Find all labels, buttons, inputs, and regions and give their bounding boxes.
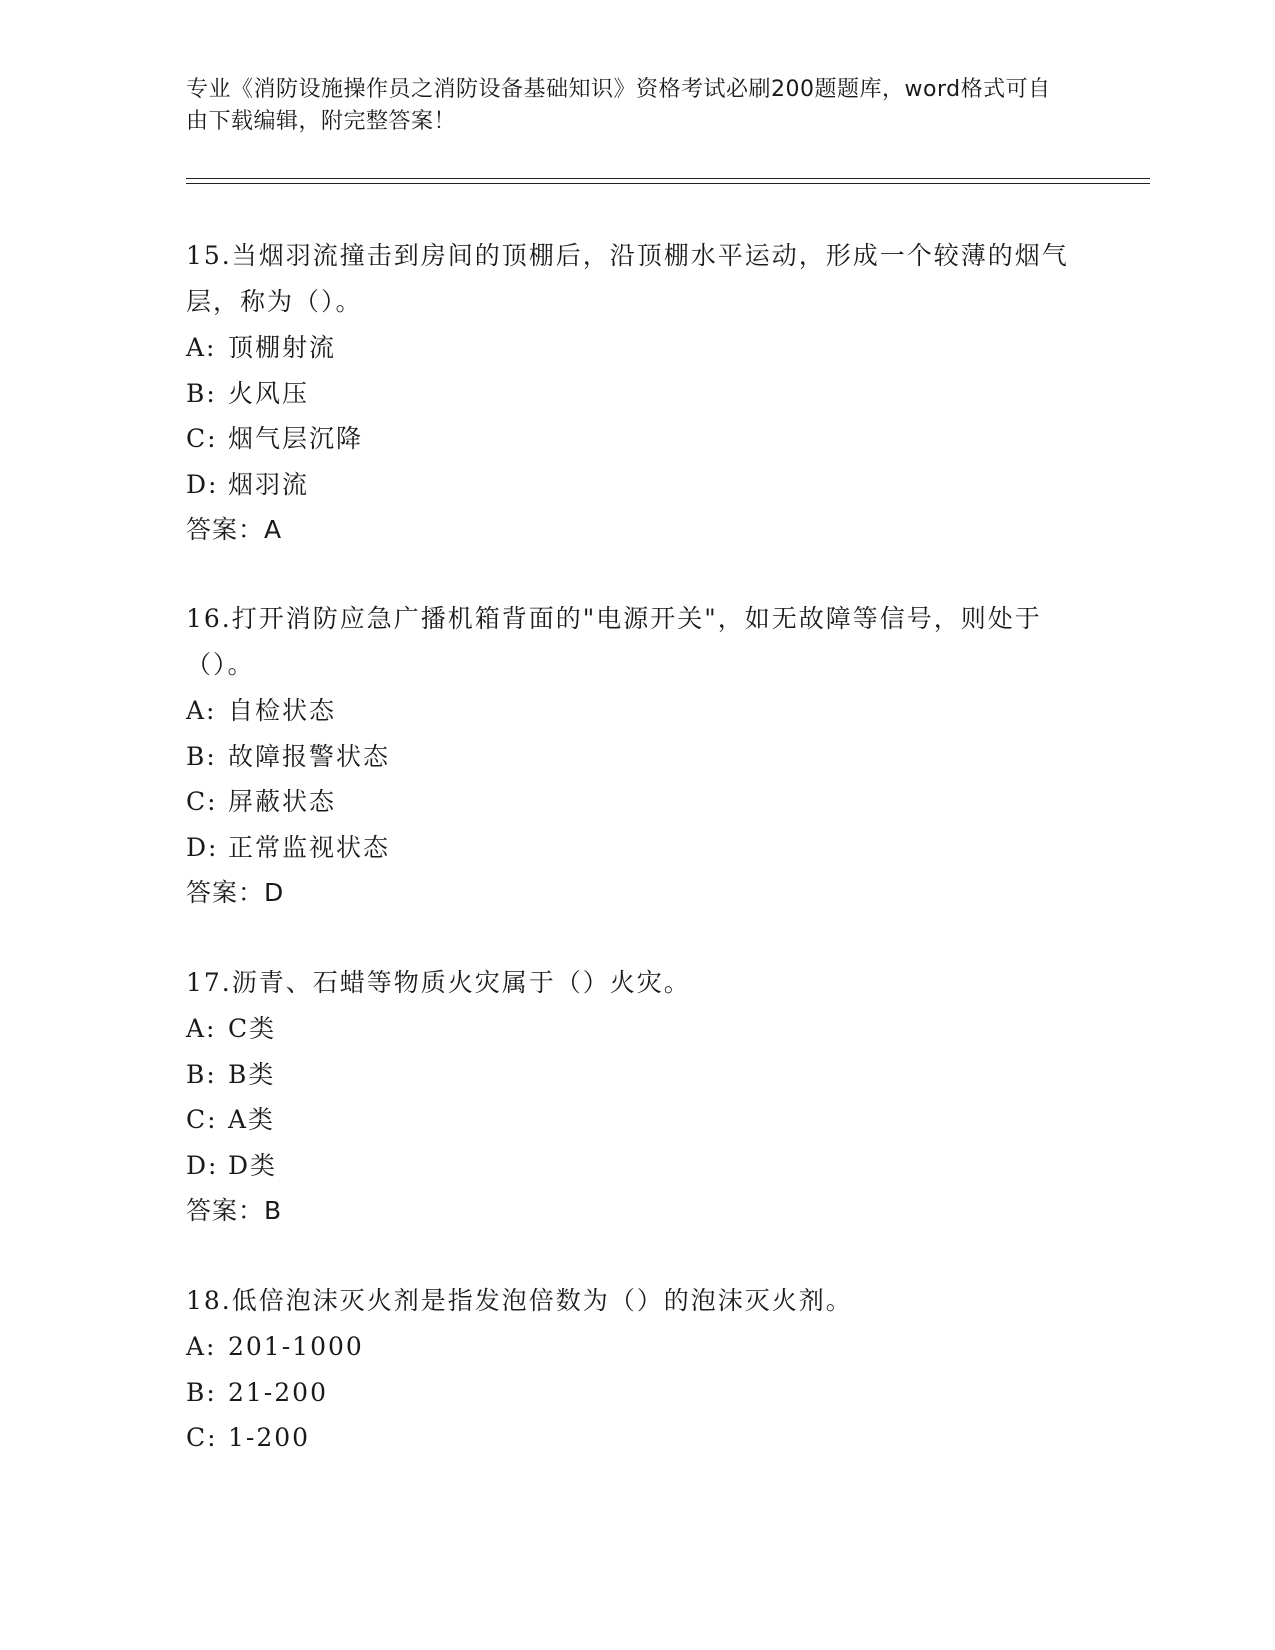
option-key: C: bbox=[186, 787, 218, 816]
option-a bbox=[186, 688, 1086, 734]
answer-value: D bbox=[264, 878, 285, 907]
header-rule-bottom bbox=[186, 183, 1150, 184]
question-15 bbox=[186, 233, 1086, 553]
option-d bbox=[186, 462, 1086, 508]
answer-label: 答案： bbox=[186, 1196, 265, 1225]
option-text: 故障报警状态 bbox=[228, 741, 391, 771]
answer-line bbox=[186, 1188, 1086, 1234]
option-d bbox=[186, 825, 1086, 871]
option-text: 自检状态 bbox=[228, 696, 337, 725]
option-d bbox=[186, 1143, 1086, 1189]
option-c bbox=[186, 1097, 1086, 1143]
option-b bbox=[186, 371, 1086, 417]
answer-value: A bbox=[264, 515, 283, 544]
option-c bbox=[186, 779, 1086, 825]
option-key: B: bbox=[186, 1377, 217, 1407]
answer-value: B bbox=[264, 1196, 283, 1225]
option-key: D: bbox=[186, 1150, 219, 1180]
question-text: 16.打开消防应急广播机箱背面的"电源开关"，如无故障等信号，则处于（）。 bbox=[186, 604, 1042, 679]
option-text: D类 bbox=[228, 1150, 278, 1180]
option-text: 21-200 bbox=[228, 1377, 328, 1407]
option-b bbox=[186, 734, 1086, 780]
option-key: B: bbox=[186, 1059, 217, 1089]
option-text: C类 bbox=[228, 1014, 277, 1043]
answer-line bbox=[186, 870, 1086, 916]
option-text: A类 bbox=[228, 1105, 276, 1134]
option-text: 烟气层沉降 bbox=[228, 424, 364, 453]
answer-label: 答案： bbox=[186, 515, 265, 544]
question-18 bbox=[186, 1278, 1086, 1461]
option-text: 正常监视状态 bbox=[228, 832, 391, 862]
option-key: D: bbox=[186, 469, 219, 499]
option-a bbox=[186, 1006, 1086, 1052]
document-header: 专业《消防设施操作员之消防设备基础知识》资格考试必刷200题题库，word格式可自由下载编辑，附完整答案！ bbox=[186, 77, 1051, 134]
question-text: 17.沥青、石蜡等物质火灾属于（）火灾。 bbox=[186, 968, 691, 997]
option-text: 烟羽流 bbox=[228, 469, 310, 499]
question-text: 15.当烟羽流撞击到房间的顶棚后，沿顶棚水平运动，形成一个较薄的烟气层，称为（）。 bbox=[186, 241, 1069, 316]
option-key: D: bbox=[186, 832, 219, 862]
option-key: B: bbox=[186, 378, 217, 408]
option-key: A: bbox=[186, 333, 217, 362]
option-text: B类 bbox=[228, 1059, 276, 1089]
option-text: 火风压 bbox=[228, 378, 310, 408]
option-c bbox=[186, 1415, 1086, 1461]
option-key: C: bbox=[186, 424, 218, 453]
option-key: A: bbox=[186, 1014, 217, 1043]
answer-line bbox=[186, 507, 1086, 553]
question-16 bbox=[186, 596, 1086, 916]
option-b bbox=[186, 1052, 1086, 1098]
option-a bbox=[186, 1324, 1086, 1370]
option-a bbox=[186, 325, 1086, 371]
option-key: B: bbox=[186, 741, 217, 771]
option-key: A: bbox=[186, 696, 217, 725]
option-text: 1-200 bbox=[228, 1423, 311, 1452]
question-text: 18.低倍泡沫灭火剂是指发泡倍数为（）的泡沫灭火剂。 bbox=[186, 1286, 853, 1315]
option-key: C: bbox=[186, 1423, 218, 1452]
option-key: C: bbox=[186, 1105, 218, 1134]
option-b bbox=[186, 1370, 1086, 1416]
option-c bbox=[186, 416, 1086, 462]
option-text: 201-1000 bbox=[228, 1332, 364, 1361]
header-rule-top bbox=[186, 178, 1150, 179]
option-text: 屏蔽状态 bbox=[228, 787, 337, 816]
option-text: 顶棚射流 bbox=[228, 333, 337, 362]
option-key: A: bbox=[186, 1332, 217, 1361]
answer-label: 答案： bbox=[186, 878, 265, 907]
question-17 bbox=[186, 960, 1086, 1234]
